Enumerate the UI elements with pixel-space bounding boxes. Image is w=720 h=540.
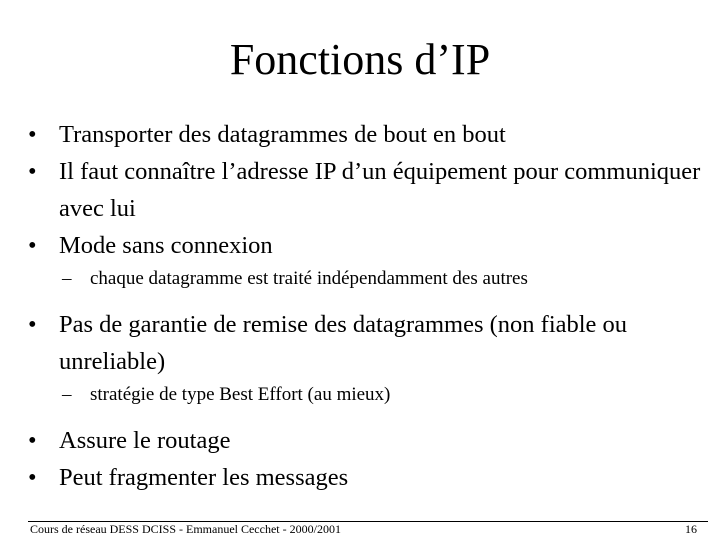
bullet-item xyxy=(28,306,708,380)
slide-title: Fonctions d’IP xyxy=(229,35,491,84)
bullet-item xyxy=(28,227,708,264)
bullet-text: Assure le routage xyxy=(59,427,231,454)
sub-bullet-item xyxy=(28,382,708,408)
sub-bullet-marker: – xyxy=(62,384,72,405)
bullet-marker: • xyxy=(28,158,37,185)
bullet-text: Pas de garantie de remise des datagrammes (non fiable ou unreliable) xyxy=(59,311,628,375)
bullet-item xyxy=(28,422,708,459)
bullet-marker: • xyxy=(28,464,37,491)
bullet-text: Peut fragmenter les messages xyxy=(59,464,349,491)
bullet-text: Transporter des datagrammes de bout en bout xyxy=(59,121,506,148)
bullet-marker: • xyxy=(28,311,37,338)
bullet-marker: • xyxy=(28,427,37,454)
page-number: 16 xyxy=(685,522,697,536)
bullet-text: Mode sans connexion xyxy=(59,232,273,259)
bullet-marker: • xyxy=(28,232,37,259)
bullet-item xyxy=(28,459,708,496)
bullet-text: Il faut connaître l’adresse IP d’un équipement pour communiquer avec lui xyxy=(59,158,701,222)
footer-course-label: Cours de réseau DESS DCISS - Emmanuel Cecchet - 2000/2001 xyxy=(30,522,341,536)
sub-bullet-text: stratégie de type Best Effort (au mieux) xyxy=(90,384,391,405)
sub-bullet-marker: – xyxy=(62,268,72,289)
sub-bullet-item xyxy=(28,266,708,292)
sub-bullet-text: chaque datagramme est traité indépendamment des autres xyxy=(90,268,528,289)
bullet-item xyxy=(28,153,708,227)
bullet-marker: • xyxy=(28,121,37,148)
bullet-item xyxy=(28,116,708,153)
bullet-list xyxy=(28,116,708,496)
